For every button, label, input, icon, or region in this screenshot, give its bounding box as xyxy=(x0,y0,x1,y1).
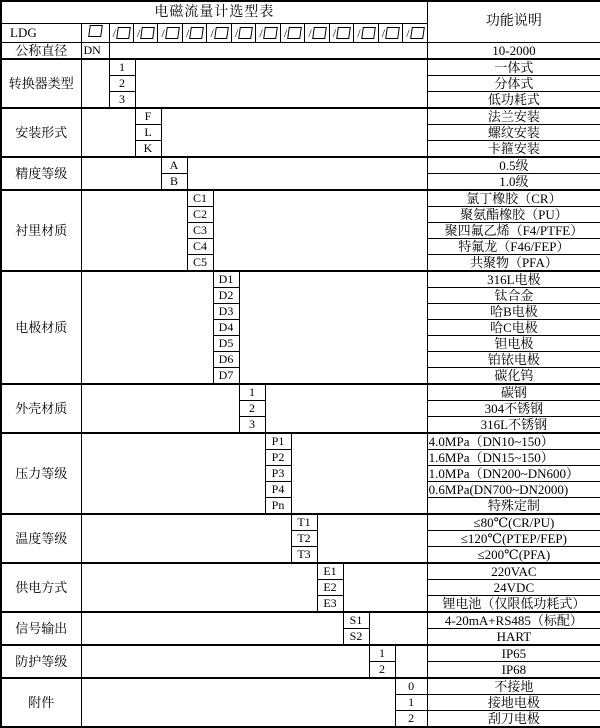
option-function: 304不锈钢 xyxy=(427,400,600,416)
model-slash-box xyxy=(354,24,378,42)
option-code: P4 xyxy=(265,481,291,497)
option-function: 锂电池（仅限低功耗式） xyxy=(427,595,600,612)
model-suffix-box-strip xyxy=(110,24,427,42)
option-code: 2 xyxy=(109,75,135,91)
model-suffix-boxes xyxy=(109,23,427,42)
spacer xyxy=(81,612,343,645)
spacer xyxy=(81,645,369,678)
group-label: 精度等级 xyxy=(1,157,81,190)
group-label: 供电方式 xyxy=(1,563,81,612)
group-label: 衬里材质 xyxy=(1,190,81,271)
option-function: ≤200℃(PFA) xyxy=(427,546,600,563)
slash-glyph: / xyxy=(381,25,386,40)
option-code: Pn xyxy=(265,497,291,514)
option-code: D3 xyxy=(213,303,239,319)
option-code: P2 xyxy=(265,449,291,465)
code-box-icon xyxy=(361,27,376,39)
option-code: 1 xyxy=(369,645,395,662)
option-code: D2 xyxy=(213,287,239,303)
code-box-icon xyxy=(263,27,278,39)
spacer xyxy=(135,59,427,108)
option-function: 聚四氟乙烯（F4/PTFE） xyxy=(427,222,600,238)
option-function: 法兰安装 xyxy=(427,108,600,125)
model-slash-box xyxy=(134,24,158,42)
option-function: 铂铱电极 xyxy=(427,351,600,367)
model-slash-box xyxy=(232,24,256,42)
code-box-icon xyxy=(141,27,156,39)
option-code: 3 xyxy=(109,91,135,108)
model-code-box-cell xyxy=(81,23,109,42)
option-code: C5 xyxy=(187,254,213,271)
spacer xyxy=(81,108,135,157)
option-function: 特氟龙（F46/FEP） xyxy=(427,238,600,254)
option-code: B xyxy=(161,173,187,190)
group-label: 压力等级 xyxy=(1,433,81,514)
slash-glyph: / xyxy=(161,25,165,40)
option-function: 碳钢 xyxy=(427,384,600,401)
group-label: 防护等级 xyxy=(1,645,81,678)
spacer xyxy=(81,157,161,190)
spacer xyxy=(81,384,239,433)
spacer xyxy=(81,271,213,384)
code-box-icon xyxy=(116,27,131,39)
model-slash-box xyxy=(379,24,403,42)
option-function: 220VAC xyxy=(427,563,600,580)
option-function: 哈C电极 xyxy=(427,319,600,335)
option-function: 0.6MPa(DN700~DN2000) xyxy=(427,481,600,497)
option-function: 24VDC xyxy=(427,579,600,595)
option-function: 316L不锈钢 xyxy=(427,416,600,433)
option-function: 接地电极 xyxy=(427,694,600,710)
spacer xyxy=(81,678,395,727)
model-box-icon xyxy=(88,25,103,37)
code-box-icon xyxy=(287,27,302,39)
option-code: D4 xyxy=(213,319,239,335)
option-function: 碳化钨 xyxy=(427,367,600,384)
table-title: 电磁流量计选型表 xyxy=(1,1,427,23)
code-box-icon xyxy=(214,27,229,39)
option-function: ≤80℃(CR/PU) xyxy=(427,514,600,531)
code-box-icon xyxy=(336,27,351,39)
option-code: S2 xyxy=(343,628,369,645)
code-box-icon xyxy=(410,27,425,39)
option-function: HART xyxy=(427,628,600,645)
option-code: 1 xyxy=(395,694,427,710)
slash-glyph: / xyxy=(185,25,190,40)
group-label: 外壳材质 xyxy=(1,384,81,433)
option-code: DN xyxy=(81,42,109,59)
option-code: 2 xyxy=(369,661,395,678)
model-slash-box xyxy=(281,24,305,42)
option-code: D7 xyxy=(213,367,239,384)
option-function: 分体式 xyxy=(427,75,600,91)
option-code: T3 xyxy=(291,546,317,563)
option-code: 1 xyxy=(109,59,135,76)
group-label: 电极材质 xyxy=(1,271,81,384)
spacer xyxy=(161,108,427,157)
spacer xyxy=(81,563,317,612)
model-slash-box xyxy=(403,24,426,42)
spacer xyxy=(81,514,291,563)
option-function: 不接地 xyxy=(427,678,600,695)
option-function: 特殊定制 xyxy=(427,497,600,514)
option-code: 2 xyxy=(239,400,265,416)
code-box-icon xyxy=(385,27,400,39)
option-code: 0 xyxy=(395,678,427,695)
code-box-icon xyxy=(165,27,180,39)
model-slash-box xyxy=(256,24,280,42)
group-label: 安装形式 xyxy=(1,108,81,157)
slash-glyph: / xyxy=(234,25,239,40)
group-label: 公称直径 xyxy=(1,42,81,59)
slash-glyph: / xyxy=(112,25,116,40)
option-function: 螺纹安装 xyxy=(427,124,600,140)
option-code: D5 xyxy=(213,335,239,351)
spacer xyxy=(239,271,427,384)
option-code: L xyxy=(135,124,161,140)
option-function: ≤120℃(PTEP/FEP) xyxy=(427,530,600,546)
function-column-header: 功能说明 xyxy=(427,1,600,42)
slash-glyph: / xyxy=(259,25,263,40)
option-code: 3 xyxy=(239,416,265,433)
option-code: C1 xyxy=(187,190,213,207)
spacer xyxy=(395,645,427,678)
spacer xyxy=(369,612,427,645)
option-code: 1 xyxy=(239,384,265,401)
option-code: D1 xyxy=(213,271,239,288)
spacer xyxy=(343,563,427,612)
option-function: 钽电极 xyxy=(427,335,600,351)
slash-glyph: / xyxy=(137,25,141,40)
code-box-icon xyxy=(238,27,253,39)
group-label: 转换器类型 xyxy=(1,59,81,108)
option-code: C3 xyxy=(187,222,213,238)
option-code: P1 xyxy=(265,433,291,450)
spacer xyxy=(265,384,427,433)
spacer xyxy=(81,433,265,514)
code-box-icon xyxy=(189,27,204,39)
model-slash-box xyxy=(305,24,329,42)
option-function: 哈B电极 xyxy=(427,303,600,319)
option-code: 2 xyxy=(395,710,427,727)
option-code: S1 xyxy=(343,612,369,629)
option-function: 1.6MPa（DN15~150） xyxy=(427,449,600,465)
option-code: E2 xyxy=(317,579,343,595)
group-label: 附件 xyxy=(1,678,81,727)
spacer xyxy=(109,42,427,59)
model-slash-box xyxy=(330,24,354,42)
option-function: 0.5级 xyxy=(427,157,600,174)
group-label: 信号输出 xyxy=(1,612,81,645)
option-function: 低功耗式 xyxy=(427,91,600,108)
option-code: C2 xyxy=(187,206,213,222)
option-function: 4.0MPa（DN10~150） xyxy=(427,433,600,450)
option-code: E3 xyxy=(317,595,343,612)
option-function: 316L电极 xyxy=(427,271,600,288)
spacer xyxy=(81,59,109,108)
group-label: 温度等级 xyxy=(1,514,81,563)
option-code: P3 xyxy=(265,465,291,481)
slash-glyph: / xyxy=(308,25,312,40)
option-function: 聚氨酯橡胶（PU） xyxy=(427,206,600,222)
model-prefix: LDG xyxy=(1,23,81,42)
slash-glyph: / xyxy=(283,25,288,40)
option-code: D6 xyxy=(213,351,239,367)
option-function: 一体式 xyxy=(427,59,600,76)
slash-glyph: / xyxy=(406,25,410,40)
option-code: K xyxy=(135,140,161,157)
option-code: C4 xyxy=(187,238,213,254)
model-slash-box xyxy=(110,24,134,42)
spacer xyxy=(81,190,187,271)
spacer xyxy=(187,157,427,190)
model-slash-box xyxy=(207,24,231,42)
spacer xyxy=(291,433,427,514)
option-function: 氯丁橡胶（CR） xyxy=(427,190,600,207)
option-function: 共聚物（PFA） xyxy=(427,254,600,271)
option-function: 刮刀电极 xyxy=(427,710,600,727)
option-function: 1.0MPa（DN200~DN600） xyxy=(427,465,600,481)
option-code: T1 xyxy=(291,514,317,531)
option-code: F xyxy=(135,108,161,125)
spacer xyxy=(213,190,427,271)
slash-glyph: / xyxy=(357,25,361,40)
option-code: A xyxy=(161,157,187,174)
option-code: T2 xyxy=(291,530,317,546)
option-function: IP68 xyxy=(427,661,600,678)
option-function: 1.0级 xyxy=(427,173,600,190)
option-function: 4-20mA+RS485（标配） xyxy=(427,612,600,629)
option-function: IP65 xyxy=(427,645,600,662)
option-function: 钛合金 xyxy=(427,287,600,303)
spacer xyxy=(317,514,427,563)
slash-glyph: / xyxy=(210,25,214,40)
model-slash-box xyxy=(158,24,182,42)
slash-glyph: / xyxy=(332,25,337,40)
option-code: E1 xyxy=(317,563,343,580)
model-slash-box xyxy=(183,24,207,42)
option-function: 卡箍安装 xyxy=(427,140,600,157)
option-function: 10-2000 xyxy=(427,42,600,59)
code-box-icon xyxy=(312,27,327,39)
